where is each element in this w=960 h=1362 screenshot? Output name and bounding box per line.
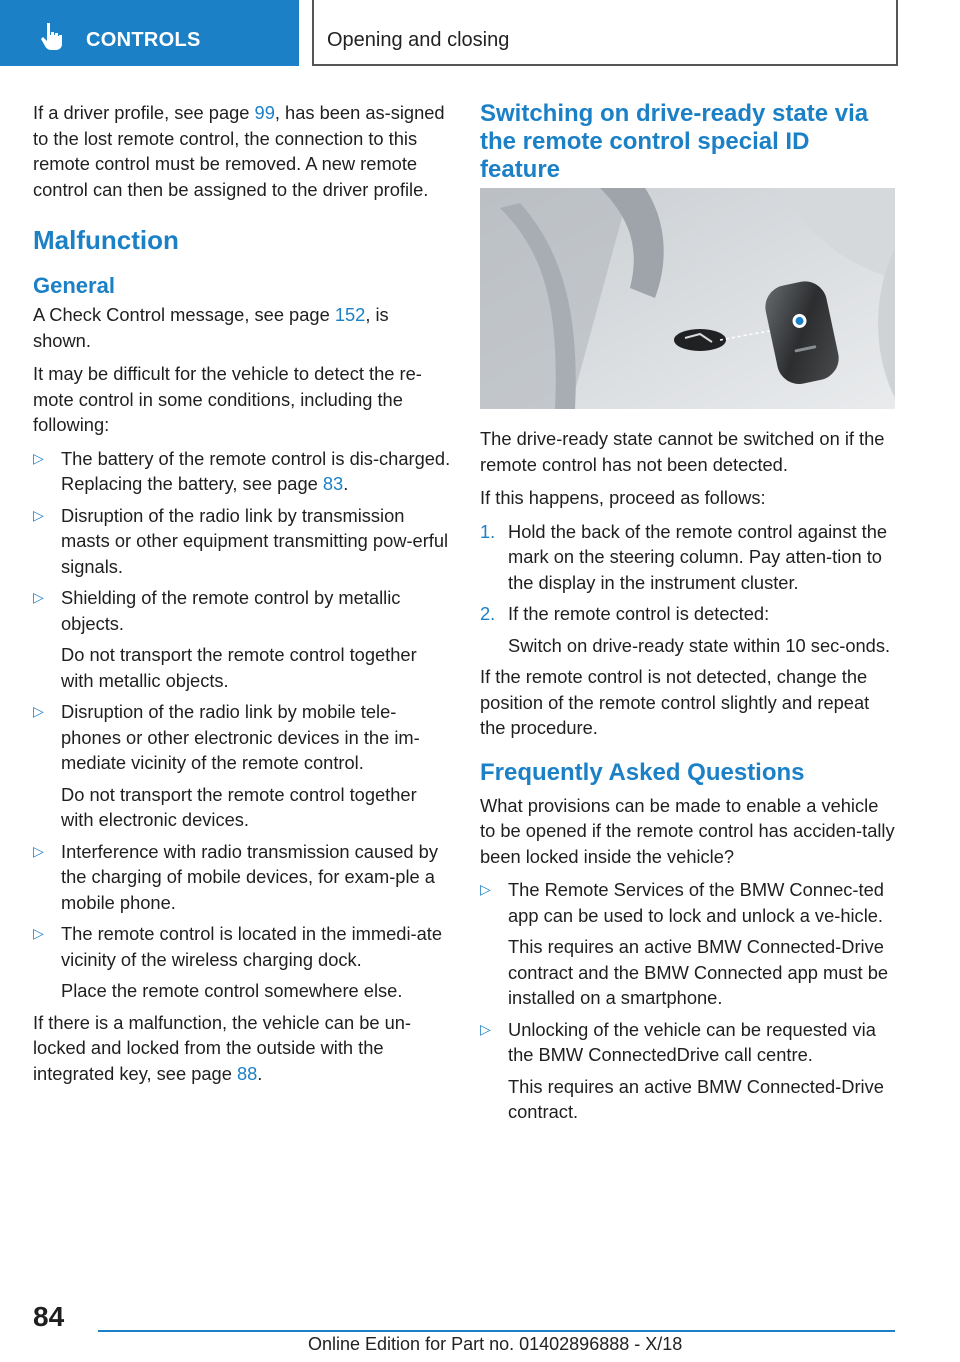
page-link-99[interactable]: 99: [254, 102, 275, 123]
steps-list: [480, 519, 895, 659]
list-item: ▷ The Remote Services of the BMW Connec‐ted app can be used to lock and unlock a ve‐hicle. This requires an active BMW Connected‐Drive contract and the BMW Connected app must be installed on a smartphone.: [480, 879, 889, 1008]
list-item: ▷ Interference with radio transmission caused by the charging of mobile devices, for exam‐ple a mobile phone.: [33, 840, 438, 913]
page-link-88[interactable]: 88: [236, 1062, 258, 1084]
intro-paragraph: If a driver profile, see page 99, has been as‐signed to the lost remote control, the connection to this remote control must be removed. A new remote control can then be assigned to the driver profile.: [33, 102, 445, 200]
steering-column-remote-illustration: [480, 188, 895, 409]
page-link-83[interactable]: 83: [322, 473, 344, 494]
chapter-label: CONTROLS: [86, 29, 201, 51]
edition-footer: Online Edition for Part no. 01402896888 - X/18: [308, 1334, 683, 1354]
list-item: ▷ Unlocking of the vehicle can be requested via the BMW ConnectedDrive call centre. This requires an active BMW Connected‐Drive contract.: [480, 1018, 884, 1122]
list-item: ▷ Disruption of the radio link by transmission masts or other equipment transmitting pow‐erful signals.: [33, 504, 449, 577]
section-header: [312, 0, 898, 66]
heading-general: General: [33, 273, 115, 298]
left-column: [33, 100, 451, 1094]
list-item: ▷ The battery of the remote control is dis‐charged. Replacing the battery, see page 83.: [33, 447, 451, 494]
list-item: ▷ Shielding of the remote control by metallic objects. Do not transport the remote control together with metallic objects.: [33, 587, 417, 691]
page-number: 84: [33, 1301, 65, 1332]
triangle-bullet-icon: ▷: [480, 881, 491, 897]
triangle-bullet-icon: ▷: [33, 506, 44, 523]
proceed-paragraph: If this happens, proceed as follows:: [480, 487, 766, 508]
heading-faq: Frequently Asked Questions: [480, 758, 805, 786]
triangle-bullet-icon: ▷: [33, 449, 44, 466]
check-control-paragraph: A Check Control message, see page 152, is shown.: [33, 304, 389, 351]
drive-ready-paragraph: The drive-ready state cannot be switched on if the remote control has not been detected.: [480, 428, 885, 475]
difficult-paragraph: It may be difficult for the vehicle to detect the re‐mote control in some conditions, including the following:: [33, 363, 422, 435]
list-item: 1. Hold the back of the remote control against the mark on the steering column. Pay atten‐tion to the display in the instrument cluster.: [480, 520, 888, 593]
section-title: Opening and closing: [327, 29, 510, 51]
triangle-bullet-icon: ▷: [33, 842, 44, 859]
page-link-152[interactable]: 152: [334, 304, 366, 325]
hand-pointer-icon: [35, 20, 67, 52]
right-column: [480, 100, 895, 1131]
triangle-bullet-icon: ▷: [480, 1020, 491, 1037]
list-item: ▷ The remote control is located in the immedi‐ate vicinity of the wireless charging dock. Place the remote control somewhere else.: [33, 923, 443, 1001]
faq-question: What provisions can be made to enable a vehicle to be opened if the remote control has acciden‐tally been locked inside the vehicle?: [480, 794, 895, 867]
heading-malfunction: Malfunction: [33, 225, 179, 255]
not-detected-paragraph: If the remote control is not detected, change the position of the remote control slightly and repeat the procedure.: [480, 666, 870, 738]
chapter-tab[interactable]: [0, 0, 299, 66]
conditions-list: [33, 446, 451, 1004]
integrated-key-paragraph: If there is a malfunction, the vehicle can be un‐locked and locked from the outside with the integrated key, see page 88.: [33, 1011, 412, 1084]
list-item: ▷ Disruption of the radio link by mobile tele‐phones or other electronic devices in the im‐mediate vicinity of the remote control. Do not transport the remote control together with electronic devices.: [33, 701, 420, 830]
list-item: 2. If the remote control is detected: Switch on drive-ready state within 10 sec‐onds.: [480, 603, 891, 656]
triangle-bullet-icon: ▷: [33, 925, 44, 941]
heading-switch-drive-ready: Switching on drive-ready state via the remote control special ID feature: [480, 100, 869, 183]
faq-answers-list: [480, 877, 895, 1125]
triangle-bullet-icon: ▷: [33, 703, 44, 719]
triangle-bullet-icon: ▷: [33, 589, 44, 605]
footer-divider: [98, 1330, 895, 1332]
